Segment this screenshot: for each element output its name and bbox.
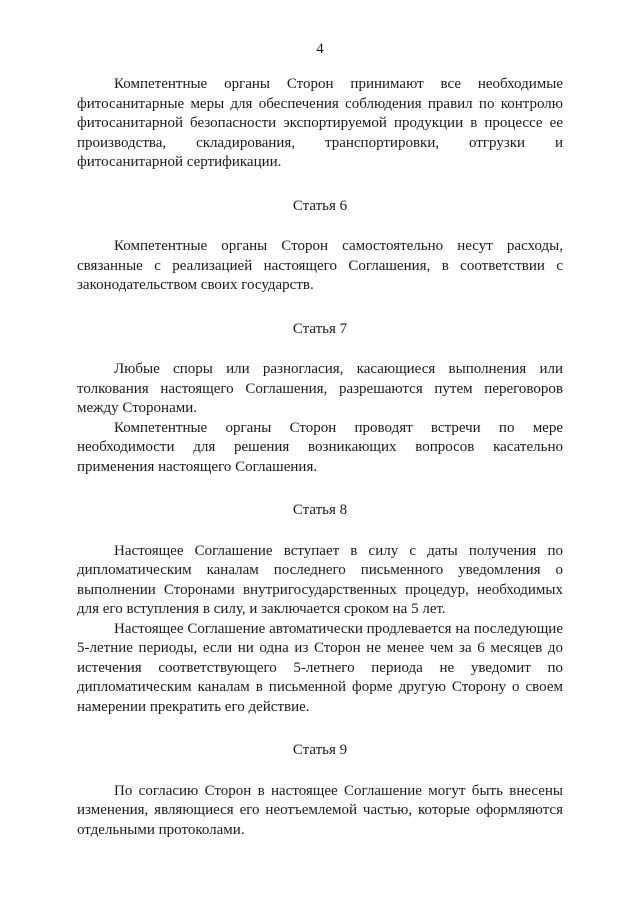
article-heading: Статья 8 <box>292 502 348 518</box>
article-heading: Статья 6 <box>292 197 348 214</box>
paragraph: Любые споры или разногласия, касающиеся выполнения или толкования настоящего Соглашения, разрешаются путем переговоров между Сторонами. <box>77 361 563 416</box>
paragraph: Настоящее Соглашение автоматически продлевается на последующие 5-летние периоды, если ни одна из Сторон не менее чем за 6 месяцев до истечения соответствующего 5-летнего периода не уведомит по дипломатическим каналам в письменной форме другую Сторону о своем намерении прекратить его действие. <box>77 620 563 715</box>
article-heading: Статья 7 <box>292 320 348 337</box>
article-heading: Статья 9 <box>292 742 348 758</box>
paragraph: Компетентные органы Сторон принимают все необходимые фитосанитарные меры для обеспечения соблюдения правил по контролю фитосанитарной безопасности экспортируемой продукции в процессе ее производства, складирования, транспортировки, отгрузки и фитосанитарной сертификации. <box>77 76 563 170</box>
paragraph: Компетентные органы Сторон самостоятельно несут расходы, связанные с реализацией настоящего Соглашения, в соответствии с законодательством своих государств. <box>77 238 563 293</box>
document-body <box>77 75 563 840</box>
page-number: 4 <box>316 41 324 57</box>
paragraph: Компетентные органы Сторон проводят встречи по мере необходимости для решения возникающих вопросов касательно применения настоящего Соглашения. <box>77 419 563 475</box>
paragraph: По согласию Сторон в настоящее Соглашение могут быть внесены изменения, являющиеся его неотъемлемой частью, которые оформляются отдельными протоколами. <box>77 782 563 838</box>
paragraph: Настоящее Соглашение вступает в силу с даты получения по дипломатическим каналам последнего письменного уведомления о выполнении Сторонами внутригосударственных процедур, необходимых для его вступления в силу, и заключается сроком на 5 лет. <box>77 542 563 617</box>
